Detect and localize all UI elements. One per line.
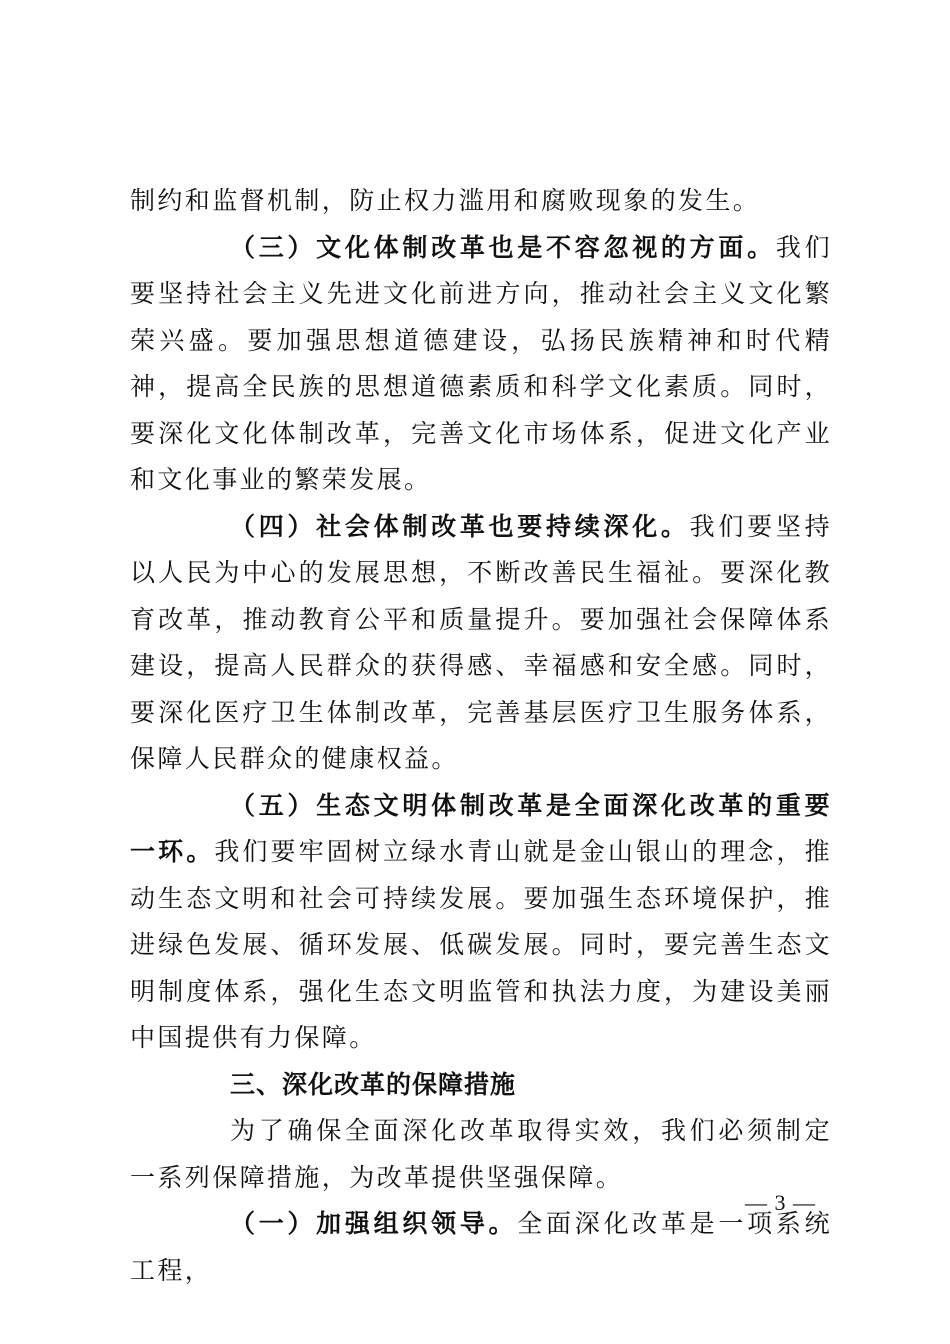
paragraph-organization (130, 1201, 832, 1294)
paragraph-text: 制约和监督机制，防止权力滥用和腐败现象的发生。 (130, 186, 761, 215)
paragraph-lead: （一）加强组织领导。 (230, 1209, 518, 1238)
paragraph-culture-reform (130, 225, 832, 504)
document-body (130, 178, 832, 1294)
paragraph-continuation (130, 178, 832, 225)
section-heading: 三、深化改革的保障措施 (230, 1069, 517, 1099)
paragraph-text: 我们要坚持以人民为中心的发展思想，不断改善民生福祉。要深化教育改革，推动教育公平和质量提升。要加强社会保障体系建设，提高人民群众的获得感、幸福感和安全感。同时，要深化医疗卫生体制改革，完善基层医疗卫生服务体系，保障人民群众的健康权益。 (130, 511, 832, 773)
paragraph-text: 为了确保全面深化改革取得实效，我们必须制定一系列保障措施，为改革提供坚强保障。 (130, 1116, 832, 1192)
paragraph-text: 我们要坚持社会主义先进文化前进方向，推动社会主义文化繁荣兴盛。要加强思想道德建设，弘扬民族精神和时代精神，提高全民族的思想道德素质和科学文化素质。同时，要深化文化体制改革，完善文化市场体系，促进文化产业和文化事业的繁荣发展。 (130, 232, 832, 494)
paragraph-social-reform (130, 504, 832, 783)
paragraph-text: 我们要牢固树立绿水青山就是金山银山的理念，推动生态文明和社会可持续发展。要加强生态环境保护，推进绿色发展、循环发展、低碳发展。同时，要完善生态文明制度体系，强化生态文明监管和执法力度，为建设美丽中国提供有力保障。 (130, 837, 832, 1052)
paragraph-lead: （五）生态文明体制改革是全面深化改革的重要一环。 (130, 790, 832, 866)
page-number: — 3 — (745, 1190, 816, 1215)
paragraph-lead: （四）社会体制改革也要持续深化。 (230, 511, 690, 541)
paragraph-lead: （三）文化体制改革也是不容忽视的方面。 (230, 232, 776, 262)
paragraph-text: 全面深化改革是一项系统工程， (130, 1209, 832, 1285)
paragraph-intro (130, 1108, 832, 1201)
paragraph-ecological-reform (130, 783, 832, 1062)
